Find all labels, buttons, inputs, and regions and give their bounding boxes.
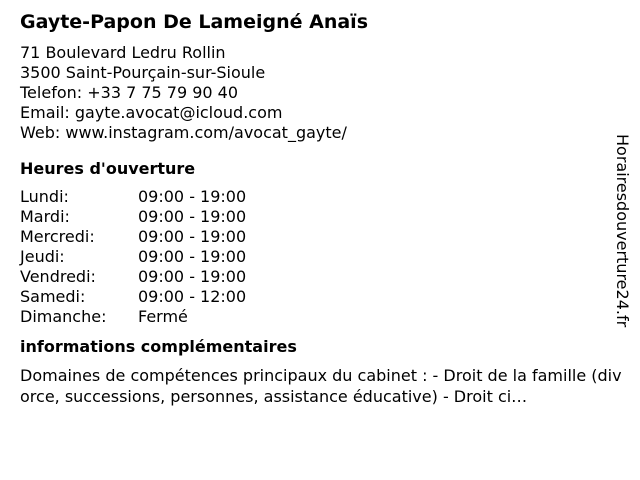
- hours-row-saturday: [20, 287, 620, 307]
- info-text: Domaines de compétences principaux du cabinet : - Droit de la famille (divorce, successions, personnes, assistance éducative) - Droit ci…: [20, 366, 622, 406]
- contact-block: [20, 43, 620, 143]
- hours-row-sunday: [20, 307, 620, 327]
- address-line-2: 3500 Saint-Pourçain-sur-Sioule: [20, 63, 266, 82]
- hours-time: 09:00 - 19:00: [138, 267, 247, 286]
- hours-time: 09:00 - 19:00: [138, 187, 247, 206]
- hours-time: 09:00 - 19:00: [138, 247, 247, 266]
- hours-time: Fermé: [138, 307, 188, 326]
- opening-hours-table: [20, 187, 620, 327]
- hours-day: Dimanche:: [20, 307, 107, 326]
- hours-heading: Heures d'ouverture: [20, 159, 196, 178]
- email-line[interactable]: Email: gayte.avocat@icloud.com: [20, 103, 283, 122]
- hours-time: 09:00 - 12:00: [138, 287, 247, 306]
- hours-day: Mercredi:: [20, 227, 95, 246]
- hours-time: 09:00 - 19:00: [138, 207, 247, 226]
- hours-row-thursday: [20, 247, 620, 267]
- hours-row-monday: [20, 187, 620, 207]
- hours-day: Vendredi:: [20, 267, 96, 286]
- hours-row-friday: [20, 267, 620, 287]
- hours-row-tuesday: [20, 207, 620, 227]
- hours-row-wednesday: [20, 227, 620, 247]
- additional-info: [20, 337, 620, 407]
- hours-day: Mardi:: [20, 207, 70, 226]
- hours-day: Lundi:: [20, 187, 69, 206]
- hours-day: Jeudi:: [20, 247, 65, 266]
- address-line-1: 71 Boulevard Ledru Rollin: [20, 43, 226, 62]
- business-card: [20, 10, 620, 407]
- business-name: Gayte-Papon De Lameigné Anaïs: [20, 11, 369, 33]
- website-line[interactable]: Web: www.instagram.com/avocat_gayte/: [20, 123, 347, 142]
- hours-day: Samedi:: [20, 287, 86, 306]
- info-heading: informations complémentaires: [20, 337, 297, 356]
- site-watermark: Horairesdouverture24.fr: [613, 134, 632, 328]
- hours-time: 09:00 - 19:00: [138, 227, 247, 246]
- phone-line[interactable]: Telefon: +33 7 75 79 90 40: [20, 83, 239, 102]
